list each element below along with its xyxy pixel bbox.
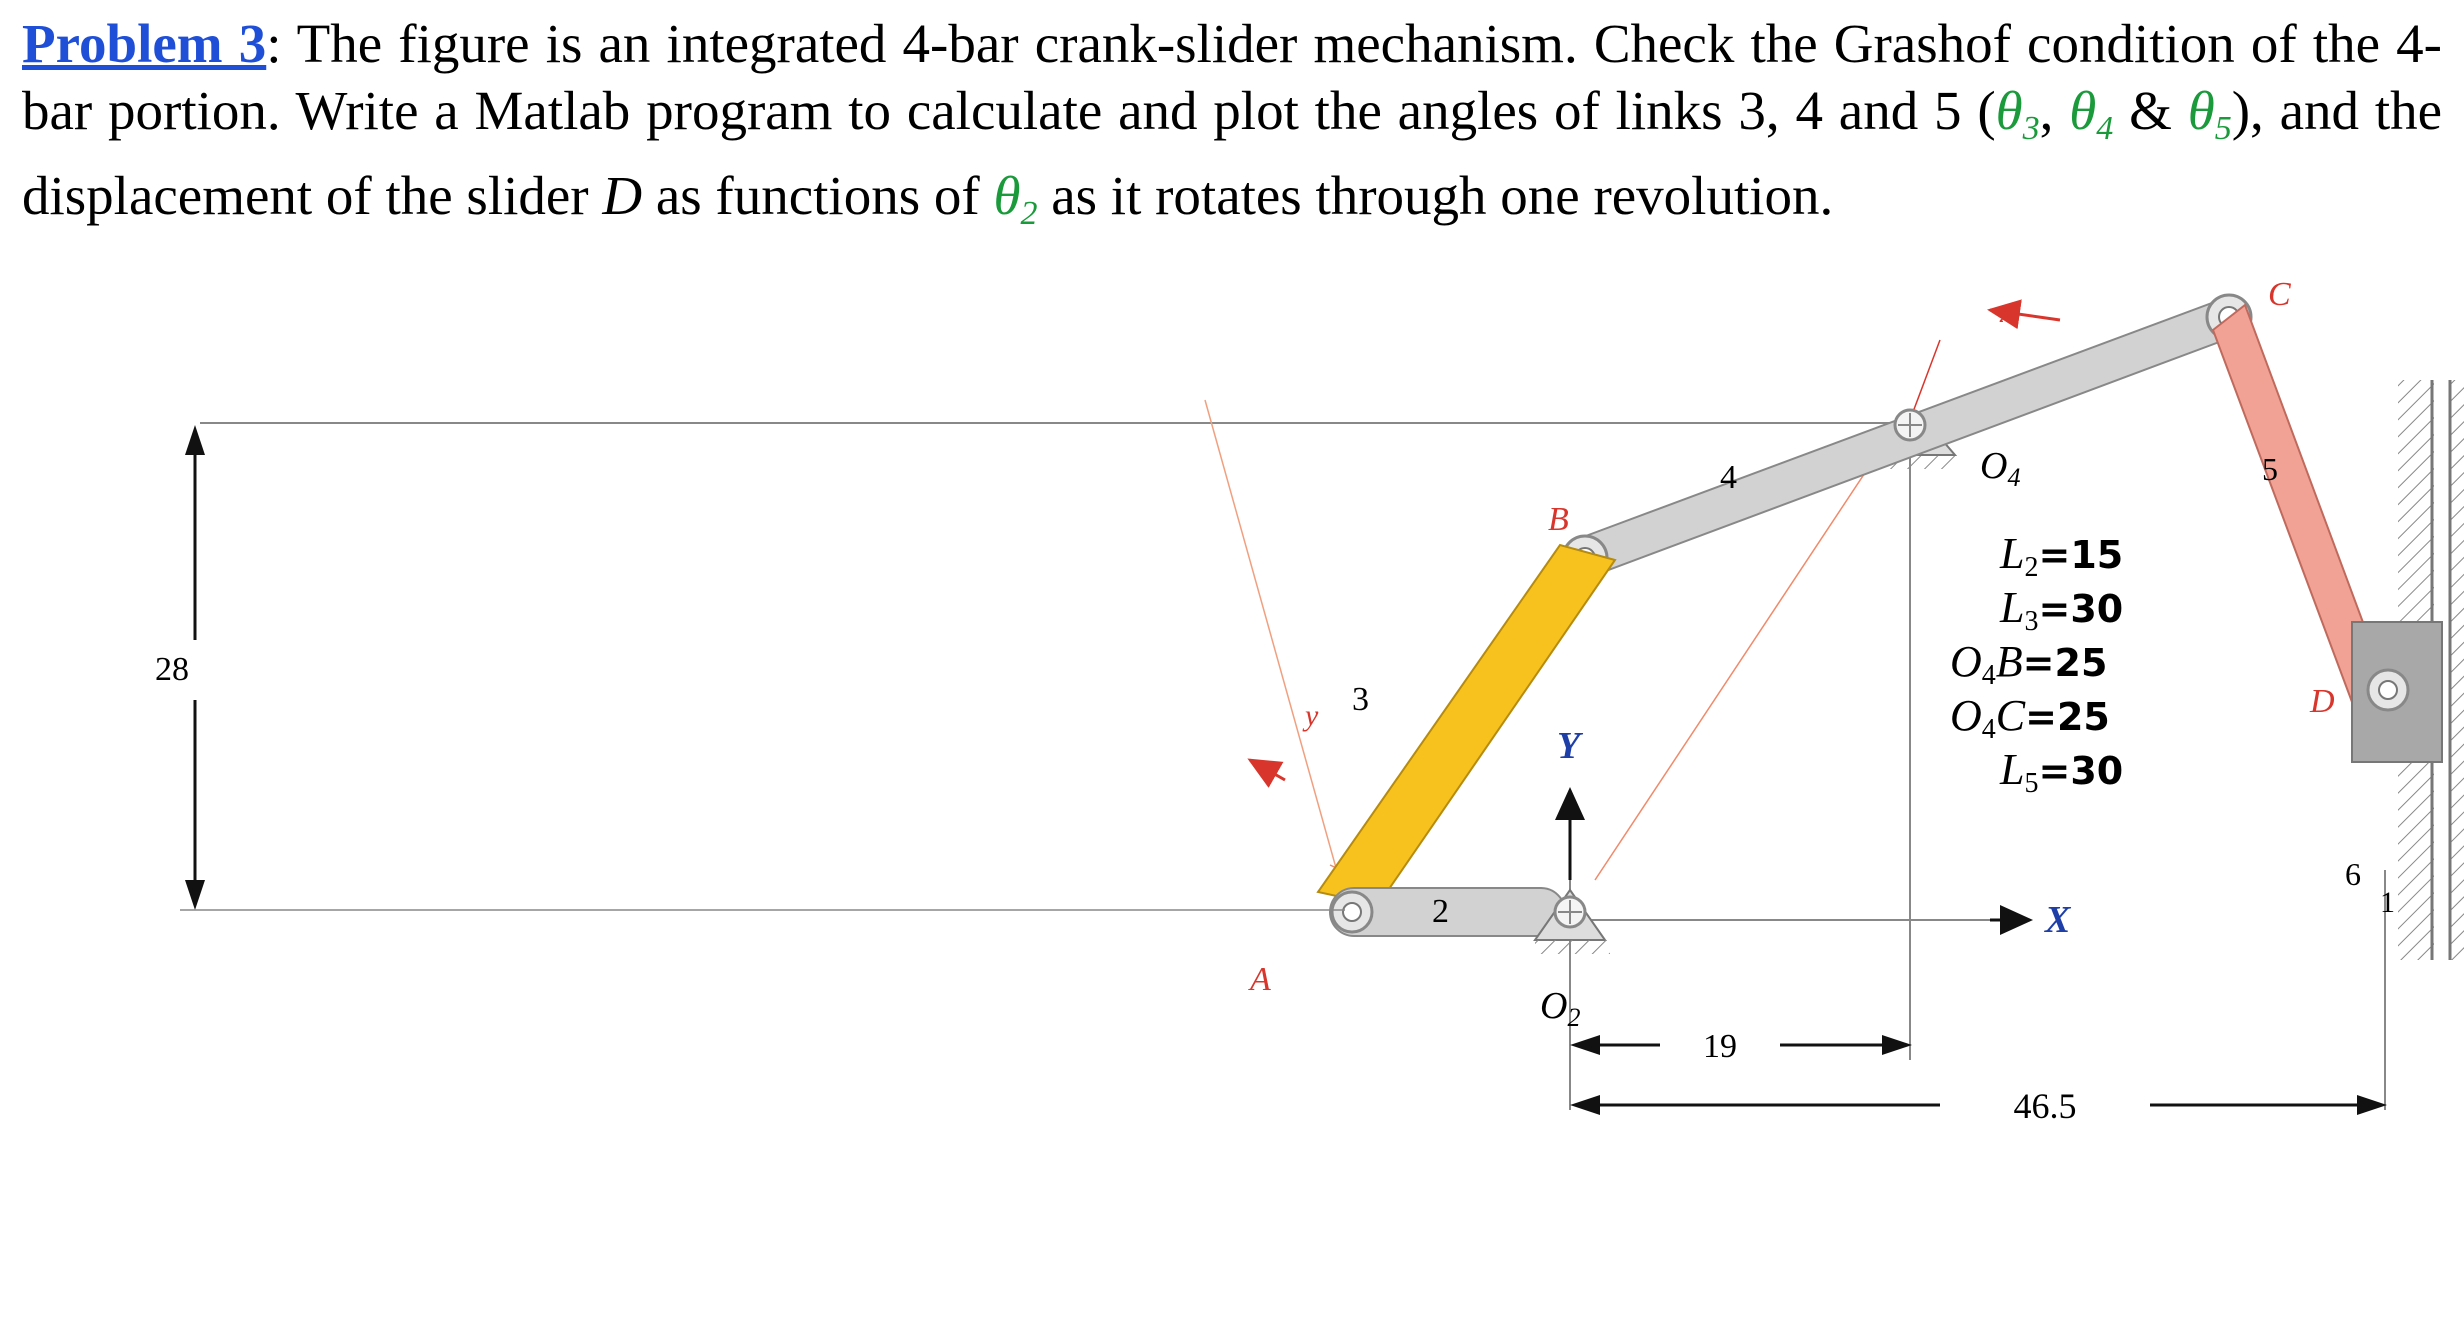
- label-link-6: 6: [2345, 856, 2361, 892]
- problem-text-3: as functions of: [642, 165, 994, 226]
- dim-28-arrow-bottom: [185, 880, 205, 910]
- slider-d-label: D: [602, 165, 643, 226]
- problem-text-2: ), and the displacement of the slider: [22, 80, 2443, 226]
- theta3-symbol: $\theta_3$: [1995, 80, 2040, 147]
- label-local-x: x: [2000, 293, 2016, 330]
- problem-text-1: : The figure is an integrated 4-bar crank-slider mechanism. Check the Grashof condition of the 4-bar portion. Write a Matlab program to calculate and plot the angles of links 3, 4 and 5 (: [22, 13, 2442, 141]
- label-a: A: [1250, 961, 1271, 998]
- red-construction-line-2: [1205, 400, 1345, 900]
- label-link-2: 2: [1432, 893, 1449, 930]
- theta2-symbol: $\theta_2$: [993, 165, 1038, 232]
- local-y-arrow: [1250, 760, 1285, 780]
- o2-ground-hatch: [1535, 940, 1610, 954]
- label-link-4: 4: [1720, 459, 1737, 496]
- label-o2: $O_2$: [1540, 985, 1581, 1032]
- theta4-symbol: $\theta_4$: [2069, 80, 2114, 147]
- label-link-1: 1: [2380, 886, 2395, 919]
- label-link-5: 5: [2262, 451, 2278, 487]
- param-l5: L5=30: [2000, 745, 2124, 799]
- dim-28-label: 28: [155, 651, 189, 688]
- param-o4b: O4B=25: [1950, 637, 2108, 691]
- label-d: D: [2310, 683, 2335, 720]
- param-l2: L2=15: [2000, 529, 2124, 583]
- theta5-symbol: $\theta_5$: [2187, 80, 2232, 147]
- label-local-y: y: [1305, 699, 1319, 732]
- problem-title: Problem 3: [22, 13, 267, 74]
- dim-28-arrow-top: [185, 425, 205, 455]
- label-link-3: 3: [1352, 681, 1369, 718]
- param-l3: L3=30: [2000, 583, 2124, 637]
- problem-text-4: as it rotates through one revolution.: [1037, 165, 1834, 226]
- separator-2: &: [2113, 80, 2188, 141]
- label-o4: $O_4$: [1980, 445, 2021, 492]
- label-b: B: [1548, 501, 1569, 538]
- label-c: C: [2268, 276, 2291, 313]
- param-o4c: O4C=25: [1950, 691, 2110, 745]
- parameter-list: [1950, 529, 2123, 799]
- dim-46-5-label: 46.5: [2013, 1086, 2077, 1126]
- separator-1: ,: [2039, 80, 2070, 141]
- label-global-y: Y: [1557, 725, 1581, 767]
- label-global-x: X: [2045, 899, 2071, 941]
- dim-19-label: 19: [1703, 1028, 1737, 1065]
- slider-guide-hatch-right: [2450, 380, 2464, 960]
